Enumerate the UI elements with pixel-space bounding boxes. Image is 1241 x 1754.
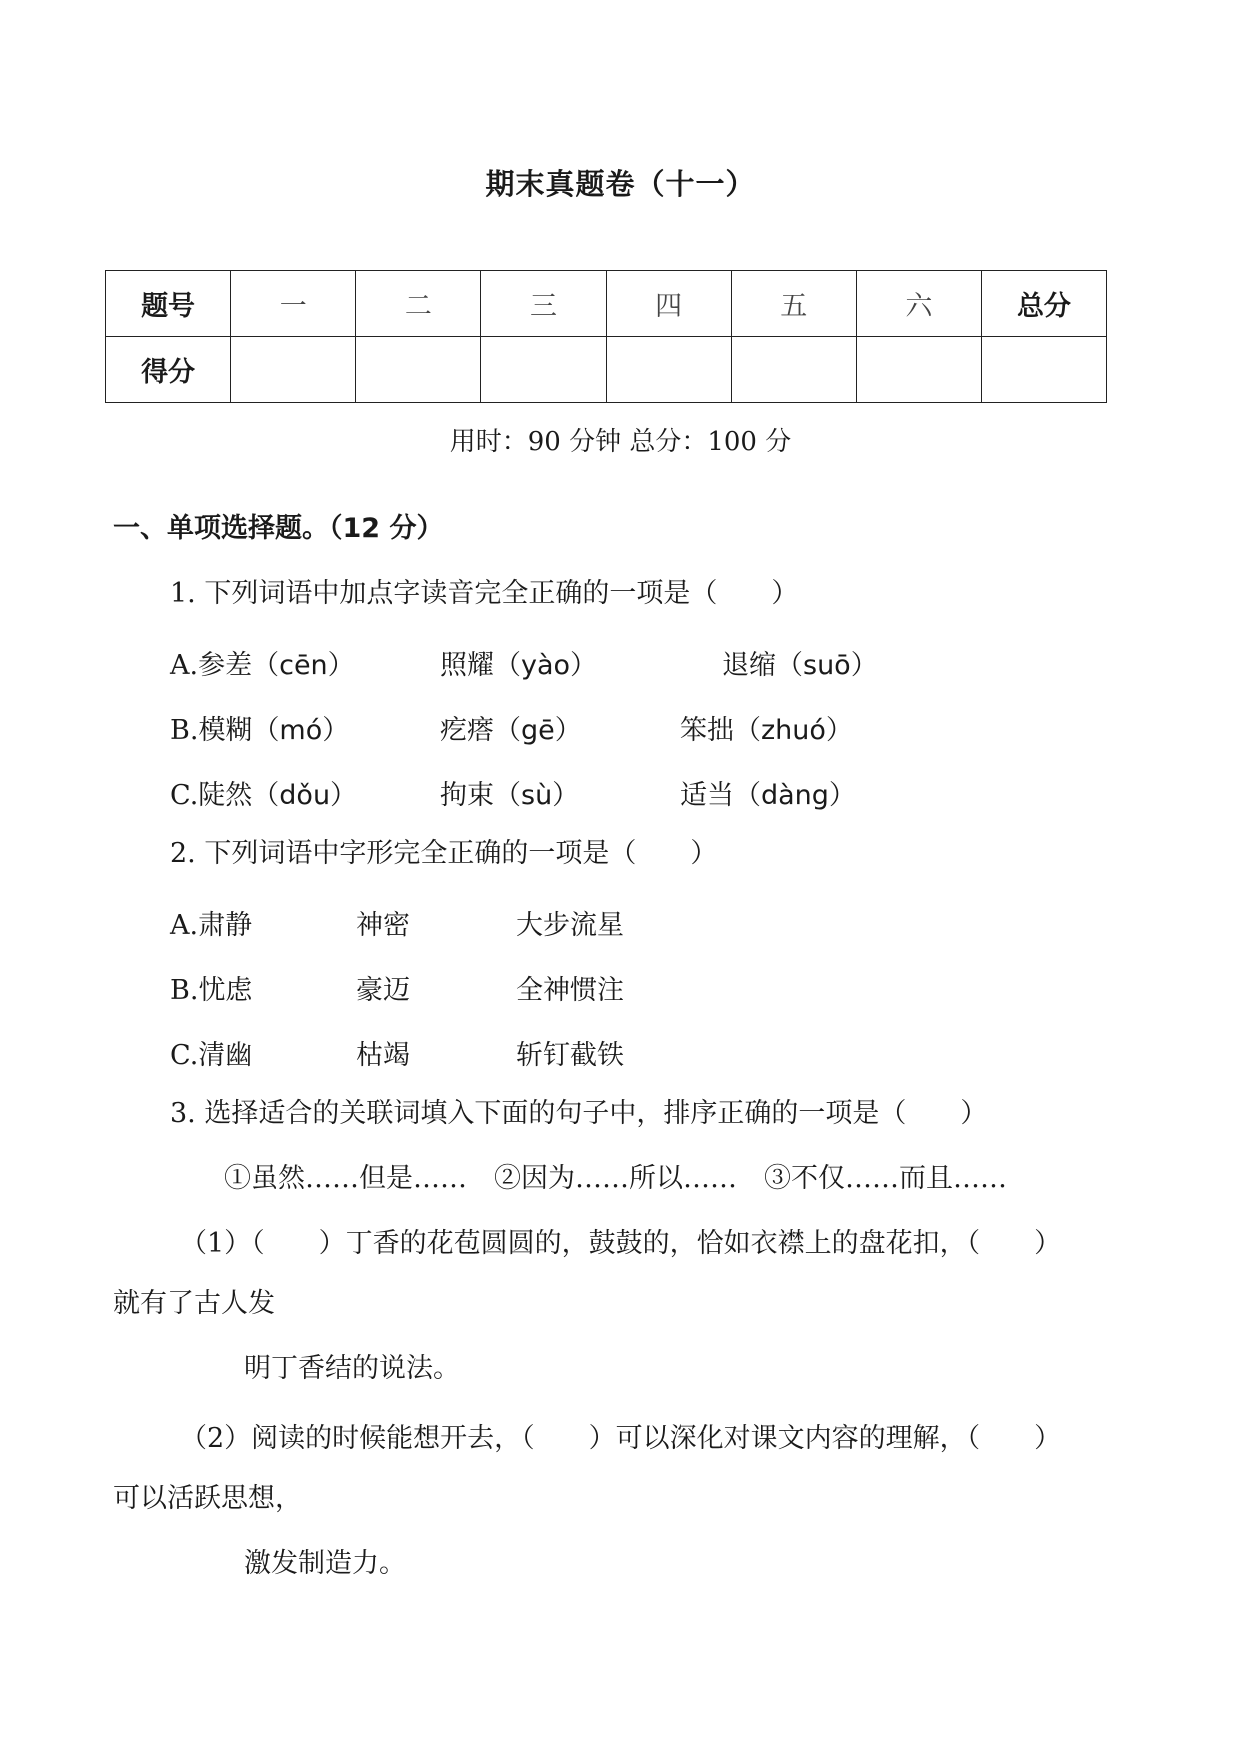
score-cell [356, 337, 481, 403]
option-pinyin: （yào） [494, 650, 598, 681]
option-label: B. [170, 715, 199, 746]
q1-option-b [170, 708, 349, 747]
option-pinyin: （dàng） [734, 780, 856, 811]
exam-info: 用时：90 分钟 总分：100 分 [449, 427, 792, 457]
option-word: 笨拙 [680, 715, 734, 746]
score-cell [856, 337, 981, 403]
q3-sentence-1-end: 明丁香结的说法。 [244, 1353, 460, 1384]
option-word: 肃静 [198, 910, 253, 941]
score-cell [231, 337, 356, 403]
option-pinyin: （dǒu） [252, 780, 358, 811]
q3-sentence-1-cont: 就有了古人发 [113, 1288, 275, 1319]
option-pinyin: （zhuó） [734, 715, 853, 746]
score-header-cell: 三 [481, 271, 606, 337]
option-word: 清幽 [198, 1040, 253, 1071]
q3-sentence-2-end: 激发制造力。 [244, 1548, 406, 1579]
option-pinyin: （gē） [494, 715, 582, 746]
option-word: 退缩 [722, 650, 776, 681]
q1-option-c-word2 [440, 773, 579, 812]
score-header-cell: 一 [231, 271, 356, 337]
question-2-stem: 2. 下列词语中字形完全正确的一项是（ ） [170, 838, 718, 869]
option-label: C. [170, 780, 199, 811]
score-row-label: 得分 [106, 337, 231, 403]
option-label: C. [170, 1040, 199, 1071]
option-word: 模糊 [198, 715, 253, 746]
score-cell [606, 337, 731, 403]
score-cell [731, 337, 856, 403]
option-word: 拘束 [440, 780, 494, 811]
option-word: 参差 [198, 650, 253, 681]
score-header-cell: 二 [356, 271, 481, 337]
score-table-score-row [106, 337, 1107, 403]
q1-option-a [170, 643, 355, 682]
q3-conjunction-choices: ①虽然……但是…… ②因为……所以…… ③不仅……而且…… [224, 1163, 1007, 1194]
option-pinyin: （cēn） [252, 650, 355, 681]
score-header-cell: 五 [731, 271, 856, 337]
option-word: 陡然 [198, 780, 253, 811]
score-table-header-row [106, 271, 1107, 337]
exam-title: 期末真题卷（十一） [485, 167, 756, 201]
score-cell [481, 337, 606, 403]
option-word: 照耀 [440, 650, 494, 681]
option-pinyin: （sù） [494, 780, 580, 811]
option-word: 全神惯注 [516, 975, 624, 1006]
option-label: A. [170, 650, 199, 681]
q2-option-c [170, 1033, 252, 1072]
option-word: 适当 [680, 780, 734, 811]
q2-option-a [170, 903, 252, 942]
option-pinyin: （suō） [776, 650, 878, 681]
score-table [105, 270, 1107, 403]
option-word: 忧虑 [198, 975, 253, 1006]
q1-option-b-word2 [440, 708, 582, 747]
q3-sentence-1: （1）（ ）丁香的花苞圆圆的，鼓鼓的，恰如衣襟上的盘花扣，（ ） [180, 1228, 1062, 1259]
score-header-cell: 四 [606, 271, 731, 337]
q1-option-b-word3 [680, 708, 853, 747]
question-1-stem: 1. 下列词语中加点字读音完全正确的一项是（ ） [170, 578, 799, 609]
option-label: A. [170, 910, 199, 941]
q2-option-b [170, 968, 252, 1007]
option-pinyin: （mó） [252, 715, 350, 746]
option-word: 神密 [356, 910, 410, 941]
q3-sentence-2: （2）阅读的时候能想开去，（ ）可以深化对课文内容的理解，（ ） [180, 1423, 1062, 1454]
option-word: 疙瘩 [440, 715, 494, 746]
score-header-cell: 题号 [106, 271, 231, 337]
option-word: 大步流星 [516, 910, 624, 941]
option-word: 枯竭 [356, 1040, 410, 1071]
score-cell [981, 337, 1106, 403]
q1-option-a-word2 [440, 643, 597, 682]
score-header-cell: 总分 [981, 271, 1106, 337]
score-header-cell: 六 [856, 271, 981, 337]
q1-option-a-word3 [722, 643, 878, 682]
option-label: B. [170, 975, 199, 1006]
question-3-stem: 3. 选择适合的关联词填入下面的句子中，排序正确的一项是（ ） [170, 1098, 988, 1129]
option-word: 斩钉截铁 [516, 1040, 624, 1071]
option-word: 豪迈 [356, 975, 410, 1006]
section-heading: 一、单项选择题。（12 分） [113, 513, 444, 544]
q3-sentence-2-cont: 可以活跃思想， [113, 1483, 302, 1514]
q1-option-c [170, 773, 357, 812]
q1-option-c-word3 [680, 773, 856, 812]
